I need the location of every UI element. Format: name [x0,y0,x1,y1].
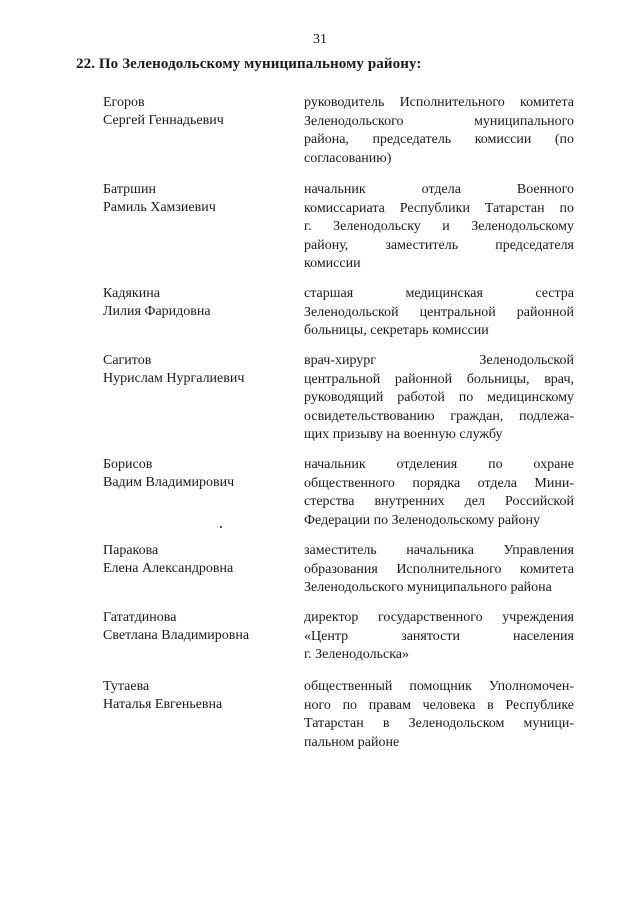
role-line: врач-хирург Зеленодольской [304,353,574,368]
member-given-name: Рамиль Хамзиевич [103,200,216,215]
member-role [304,609,574,665]
member-role [304,181,574,274]
member-given-name: Сергей Геннадьевич [103,113,224,128]
role-line: руководитель Исполнительного комитета [304,95,574,110]
role-line: пальном районе [304,734,400,750]
member-surname: Борисов [103,457,153,472]
role-line: г. Зеленодольску и Зеленодольскому [304,219,574,235]
role-line: согласованию) [304,150,392,166]
member-role [304,678,574,752]
member-surname: Батршин [103,182,156,197]
member-name [103,678,293,714]
role-line: району, заместитель председателя [304,237,574,253]
member-name [103,352,293,388]
member-name [103,609,293,645]
role-line: центральной районной больницы, врач, [304,371,574,387]
role-line: больницы, секретарь комиссии [304,323,489,339]
member-name [103,456,293,492]
role-line: района, председатель комиссии (по [304,132,574,148]
member-surname: Паракова [103,543,159,558]
role-line: комиссариата Республики Татарстан по [304,200,574,216]
role-line: начальник отдела Военного [304,182,574,197]
member-given-name: Лилия Фаридовна [103,304,211,319]
member-name [103,94,293,130]
member-surname: Егоров [103,95,145,110]
role-line: г. Зеленодольска» [304,647,410,663]
role-line: Зеленодольского муниципального района [304,580,552,596]
member-surname: Гататдинова [103,610,177,625]
member-name [103,542,293,578]
page-number: 31 [313,32,327,47]
member-role [304,94,574,168]
role-line: общественный помощник Уполномочен- [304,679,574,694]
role-line: старшая медицинская сестра [304,286,574,301]
member-surname: Тутаева [103,679,150,694]
role-line: начальник отделения по охране [304,457,574,472]
role-line: освидетельствованию граждан, подлежа- [304,408,574,424]
role-line: директор государственного учреждения [304,610,574,625]
role-line: Зеленодольского муниципального [304,113,574,129]
member-name [103,285,293,321]
role-line: Федерации по Зеленодольскому району [304,512,541,528]
member-given-name: Светлана Владимировна [103,628,250,643]
member-surname: Кадякина [103,286,160,301]
scan-speck [220,526,222,528]
section-heading: 22. По Зеленодольскому муниципальному району: [76,56,422,72]
role-line: «Центр занятости населения [304,628,574,644]
role-line: заместитель начальника Управления [304,543,574,558]
member-name [103,181,293,217]
role-line: образования Исполнительного комитета [304,561,574,577]
role-line: руководящий работой по медицинскому [304,390,574,406]
member-role [304,285,574,341]
role-line: общественного порядка отдела Мини- [304,475,574,491]
role-line: комиссии [304,256,361,272]
role-line: щих призыву на военную службу [304,427,503,443]
member-given-name: Нурислам Нургалиевич [103,371,245,386]
role-line: Зеленодольской центральной районной [304,304,574,320]
role-line: стерства внутренних дел Российской [304,494,574,510]
member-surname: Сагитов [103,353,152,368]
member-given-name: Елена Александровна [103,561,234,576]
member-given-name: Вадим Владимирович [103,475,235,490]
member-role [304,542,574,598]
member-role [304,456,574,530]
member-role [304,352,574,445]
role-line: ного по правам человека в Республике [304,697,574,713]
member-given-name: Наталья Евгеньевна [103,697,223,712]
role-line: Татарстан в Зеленодольском муници- [304,716,574,732]
